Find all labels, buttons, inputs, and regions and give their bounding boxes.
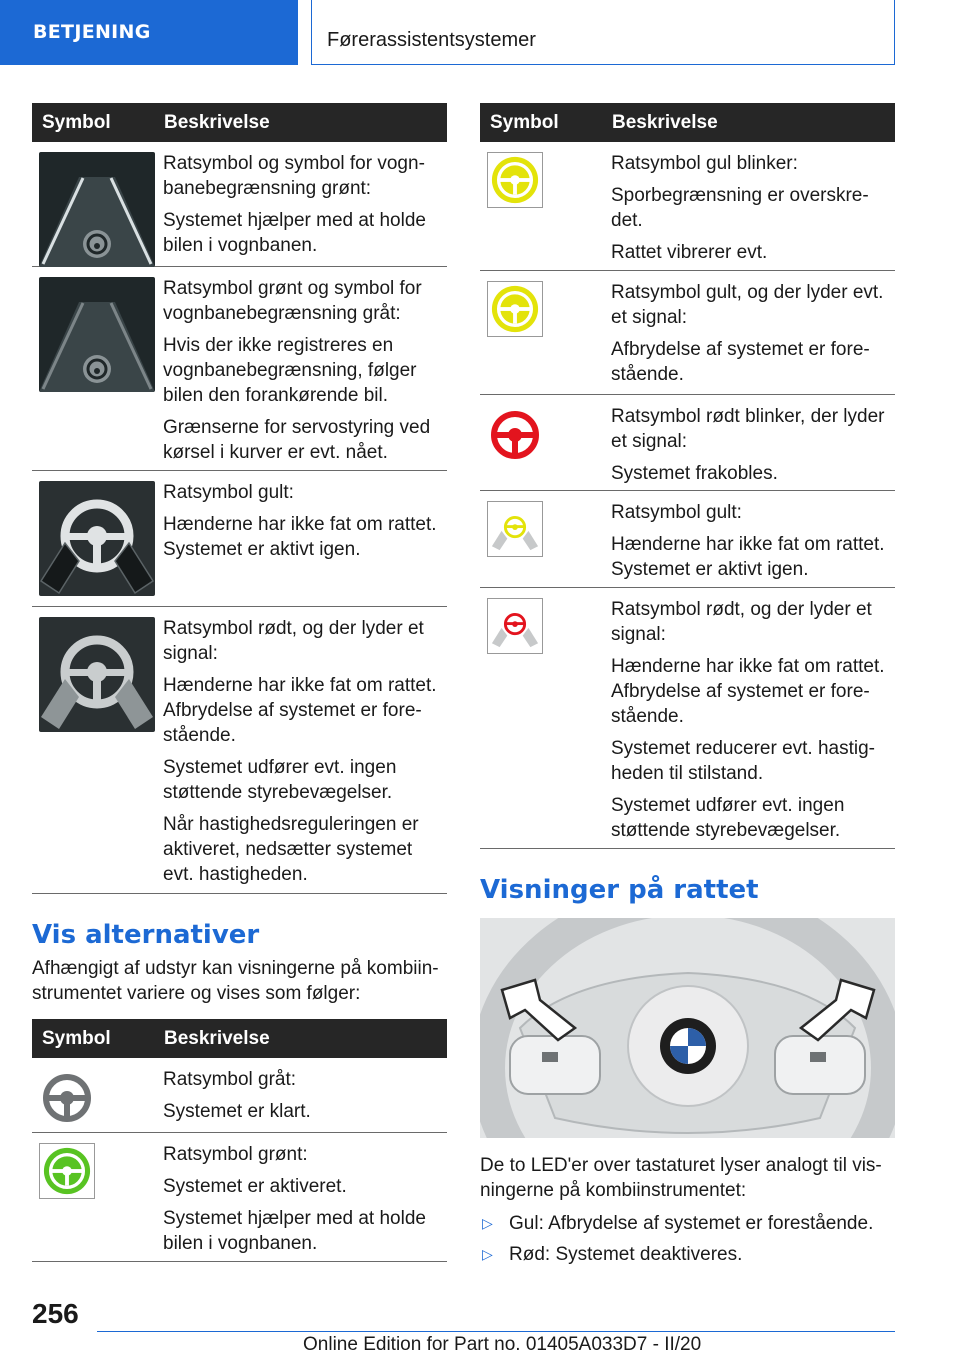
table-header — [32, 1019, 447, 1058]
table-row — [480, 491, 895, 588]
row-text: Ratsymbol gul blinker: — [611, 153, 798, 174]
header-symbol: Symbol — [490, 111, 559, 133]
table-row — [480, 271, 895, 395]
header-symbol: Symbol — [42, 111, 111, 133]
row-text: Systemet frakobles. — [611, 463, 778, 484]
row-text: Systemet udfører evt. ingen støttende styrebevægelser. — [163, 757, 397, 803]
header-description: Beskrivelse — [612, 111, 718, 133]
section-heading: Visninger på rattet — [480, 875, 759, 905]
row-text: Ratsymbol gråt: — [163, 1069, 297, 1090]
row-text: Ratsymbol rødt, og der lyder et signal: — [163, 618, 424, 664]
row-text: Hænderne har ikke fat om rattet. Afbrydelse af systemet er forestående. — [163, 675, 437, 746]
row-text: Hænderne har ikke fat om rattet. Systemet er aktivt igen. — [611, 534, 885, 580]
hands-off-yellow-icon — [490, 504, 540, 554]
row-text: Ratsymbol gult, og der lyder evt. et signal: — [611, 282, 884, 328]
wheel-text: De to LED'er over tastaturet lyser analogt til visningerne på kombiinstrumentet: — [480, 1155, 882, 1201]
bullet-text: Gul: Afbrydelse af systemet er forestående. — [509, 1213, 874, 1234]
edition-footer: Online Edition for Part no. 01405A033D7 - II/20 — [303, 1334, 702, 1355]
steering-wheel-green-icon — [42, 1146, 92, 1196]
steering-wheel-gray-icon — [41, 1072, 93, 1124]
row-text: Grænserne for servostyring ved kørsel i kurver er evt. nået. — [163, 417, 431, 463]
row-text: Sporbegrænsning er overskredet. — [611, 185, 869, 231]
footer-rule — [97, 1331, 895, 1332]
hands-off-red-icon — [490, 601, 540, 651]
table-row — [32, 267, 447, 471]
row-text: Hvis der ikke registreres en vognbanebegrænsning, følger bilen den forankørende bil. — [163, 335, 417, 406]
table-row — [480, 588, 895, 849]
row-text: Systemet udfører evt. ingen støttende styrebevægelser. — [611, 795, 845, 841]
bullet-text: Rød: Systemet deaktiveres. — [509, 1244, 743, 1265]
row-text: Når hastighedsreguleringen er aktiveret, nedsætter systemet evt. hastigheden. — [163, 814, 419, 885]
table-header — [480, 103, 895, 142]
table-header — [32, 103, 447, 142]
list-item — [480, 1242, 895, 1267]
list-item — [480, 1211, 895, 1236]
triangle-bullet-icon: ▷ — [482, 1246, 493, 1262]
header-description: Beskrivelse — [164, 111, 270, 133]
section-heading: Vis alternativer — [32, 920, 260, 950]
row-text: Hænderne har ikke fat om rattet. Systemet er aktivt igen. — [163, 514, 437, 560]
row-text: Systemet er aktiveret. — [163, 1176, 347, 1197]
hands-wheel-yellow-icon — [39, 481, 155, 596]
table-row — [32, 142, 447, 267]
table-row — [32, 1058, 447, 1133]
table-row — [32, 1133, 447, 1262]
hands-wheel-red-icon — [39, 617, 155, 732]
row-text: Ratsymbol gult: — [611, 502, 742, 523]
row-text: Systemet hjælper med at holde bilen i vognbanen. — [163, 210, 426, 256]
triangle-bullet-icon: ▷ — [482, 1215, 493, 1231]
row-text: Ratsymbol og symbol for vognbanebegrænsning grønt: — [163, 153, 425, 199]
row-text: Hænderne har ikke fat om rattet. Afbrydelse af systemet er forestående. — [611, 656, 885, 727]
steering-wheel-yellow-blink-icon — [490, 155, 540, 205]
table-row — [480, 142, 895, 271]
section-intro: Afhængigt af udstyr kan visningerne på kombiinstrumentet variere og vises som følger: — [32, 958, 439, 1004]
row-text: Systemet er klart. — [163, 1101, 311, 1122]
right-column — [480, 103, 895, 1273]
row-text: Systemet hjælper med at holde bilen i vognbanen. — [163, 1208, 426, 1254]
row-text: Ratsymbol grønt og symbol for vognbanebegrænsning gråt: — [163, 278, 422, 324]
row-text: Ratsymbol rødt blinker, der lyder et signal: — [611, 406, 885, 452]
row-text: Ratsymbol gult: — [163, 482, 294, 503]
row-text: Systemet reducerer evt. hastigheden til stilstand. — [611, 738, 875, 784]
chapter-title: Førerassistentsystemer — [311, 0, 895, 65]
section-tab: BETJENING — [0, 0, 298, 65]
lane-wheel-gray-icon — [39, 277, 155, 392]
row-text: Ratsymbol rødt, og der lyder et signal: — [611, 599, 872, 645]
row-text: Ratsymbol grønt: — [163, 1144, 308, 1165]
page-number: 256 — [32, 1298, 79, 1329]
steering-wheel-red-icon — [489, 409, 541, 461]
table-row — [32, 471, 447, 607]
table-row — [480, 395, 895, 491]
header-symbol: Symbol — [42, 1027, 111, 1049]
steering-wheel-photo — [480, 918, 895, 1138]
row-text: Rattet vibrerer evt. — [611, 242, 768, 263]
lane-wheel-green-icon — [39, 152, 155, 267]
steering-wheel-yellow-icon — [490, 284, 540, 334]
bullet-list — [480, 1211, 895, 1267]
header-description: Beskrivelse — [164, 1027, 270, 1049]
left-column — [32, 103, 447, 1262]
row-text: Afbrydelse af systemet er forestående. — [611, 339, 870, 385]
table-row — [32, 607, 447, 894]
